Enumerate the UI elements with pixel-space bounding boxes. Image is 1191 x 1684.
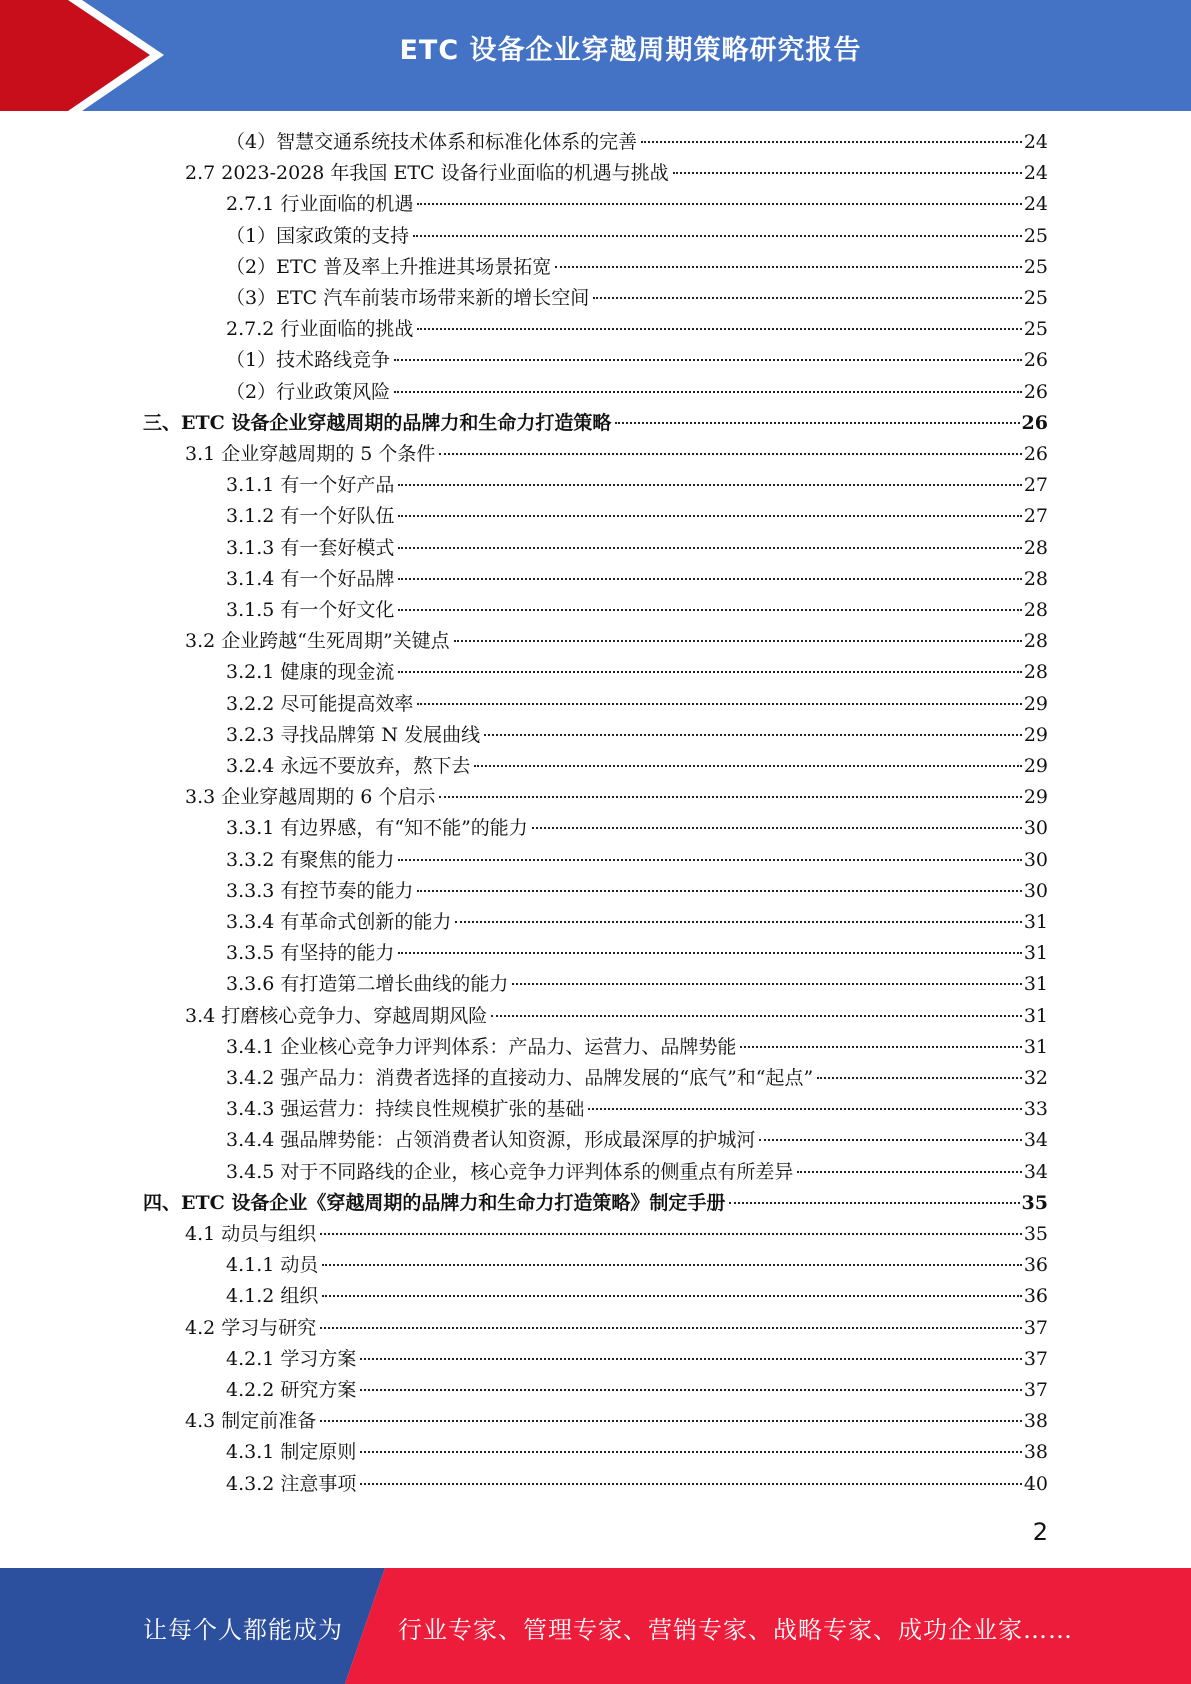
toc-dot-leader [394,359,1022,361]
toc-entry[interactable] [185,782,1048,813]
toc-dot-leader [532,827,1022,829]
toc-entry-page: 31 [1023,911,1048,933]
toc-dot-leader [394,391,1022,393]
toc-dot-leader [817,1077,1022,1079]
toc-entry-page: 36 [1023,1254,1048,1277]
toc-dot-leader [593,297,1022,299]
toc-entry-title: 2.7.1 行业面临的机遇 [226,193,414,216]
toc-dot-leader [322,1295,1021,1297]
toc-entry[interactable] [226,377,1048,408]
toc-entry-page: 32 [1023,1067,1048,1089]
toc-dot-leader [360,1483,1021,1485]
toc-dot-leader [360,1389,1021,1391]
toc-dot-leader [320,1327,1022,1329]
toc-entry-title: （1）国家政策的支持 [226,224,410,247]
toc-entry-title: （2）行业政策风险 [226,380,391,403]
toc-entry-title: 四、ETC 设备企业《穿越周期的品牌力和生命力打造策略》制定手册 [143,1191,726,1214]
toc-dot-leader [417,890,1021,892]
toc-entry-page: 25 [1023,255,1048,278]
toc-entry-page: 24 [1023,193,1048,216]
toc-entry-page: 26 [1023,380,1048,403]
toc-entry[interactable] [226,813,1048,844]
toc-entry[interactable] [185,1219,1048,1250]
toc-entry-page: 31 [1023,942,1048,965]
toc-entry-page: 30 [1023,879,1048,902]
toc-dot-leader [439,453,1021,455]
toc-dot-leader [320,1233,1022,1235]
toc-entry[interactable] [226,657,1048,688]
toc-entry-page: 38 [1023,1410,1048,1433]
toc-entry-title: 2.7.2 行业面临的挑战 [226,318,414,341]
toc-dot-leader [417,328,1021,330]
toc-entry-title: 3.1.4 有一个好品牌 [226,567,395,590]
header-arrow-decoration [0,0,170,111]
toc-entry[interactable] [226,938,1048,969]
toc-dot-leader [729,1202,1019,1204]
toc-entry-page: 36 [1023,1285,1048,1308]
toc-entry-title: （2）ETC 普及率上升推进其场景拓宽 [226,255,552,278]
toc-entry[interactable] [226,189,1048,220]
toc-entry-title: 4.2.2 研究方案 [226,1379,357,1401]
toc-entry[interactable] [226,283,1048,314]
toc-entry-title: 4.1.2 组织 [226,1285,319,1308]
toc-entry-title: 3.3.2 有聚焦的能力 [226,848,395,871]
toc-entry[interactable] [226,1375,1048,1406]
toc-entry-title: 4.1.1 动员 [226,1254,319,1277]
toc-entry-title: 4.3.1 制定原则 [226,1441,357,1464]
toc-entry-title: 3.4.2 强产品力：消费者选择的直接动力、品牌发展的“底气”和“起点” [226,1067,814,1089]
footer-slogan-left: 让每个人都能成为 [143,1616,343,1644]
toc-entry-title: （4）智慧交通系统技术体系和标准化体系的完善 [226,131,638,153]
toc-entry-page: 26 [1021,411,1048,434]
toc-dot-leader [615,422,1019,424]
toc-entry[interactable] [185,1001,1048,1032]
toc-entry[interactable] [226,1063,1048,1094]
toc-dot-leader [673,172,1022,174]
toc-entry-title: 3.1.1 有一个好产品 [226,474,395,497]
toc-entry-title: 4.1 动员与组织 [185,1223,317,1245]
toc-entry[interactable] [226,689,1048,720]
toc-entry-page: 28 [1023,599,1048,621]
toc-entry[interactable] [226,345,1048,376]
toc-entry-page: 40 [1023,1472,1048,1495]
toc-entry-title: 3.3.1 有边界感，有“知不能”的能力 [226,817,528,840]
toc-entry[interactable] [226,1094,1048,1125]
toc-entry[interactable] [226,907,1048,938]
toc-entry-title: 3.2.2 尽可能提高效率 [226,692,414,715]
toc-entry-page: 31 [1023,1035,1048,1058]
footer-slogan-right: 行业专家、管理专家、营销专家、战略专家、成功企业家…… [398,1616,1073,1644]
page-number: 2 [1032,1518,1048,1546]
toc-entry[interactable] [185,626,1048,657]
toc-entry-title: 3.2.4 永远不要放弃，熬下去 [226,755,471,777]
toc-dot-leader [360,1358,1021,1360]
toc-entry[interactable] [226,595,1048,626]
toc-entry-page: 28 [1023,630,1048,653]
toc-entry-title: 4.3.2 注意事项 [226,1472,357,1495]
toc-entry-page: 37 [1023,1316,1048,1339]
toc-entry[interactable] [226,252,1048,283]
toc-entry-title: 3.4 打磨核心竞争力、穿越周期风险 [185,1004,488,1027]
toc-entry-title: 4.2 学习与研究 [185,1316,317,1339]
toc-dot-leader [360,1451,1021,1453]
toc-entry-page: 29 [1023,692,1048,715]
toc-entry-title: 2.7 2023-2028 年我国 ETC 设备行业面临的机遇与挑战 [185,162,669,185]
toc-entry-title: 3.4.3 强运营力：持续良性规模扩张的基础 [226,1098,585,1121]
toc-dot-leader [454,640,1022,642]
toc-entry-title: （3）ETC 汽车前装市场带来新的增长空间 [226,287,590,309]
page-header [0,0,1191,111]
toc-entry-page: 30 [1023,817,1048,840]
toc-entry[interactable] [226,1157,1048,1188]
toc-entry-page: 25 [1023,287,1048,309]
toc-entry-title: 3.4.1 企业核心竞争力评判体系：产品力、运营力、品牌势能 [226,1035,737,1058]
toc-entry[interactable] [226,845,1048,876]
toc-entry-page: 33 [1023,1098,1048,1121]
toc-entry-title: 3.3.5 有坚持的能力 [226,942,395,965]
toc-entry[interactable] [226,876,1048,907]
toc-entry-page: 28 [1023,567,1048,590]
toc-entry-title: 3.4.5 对于不同路线的企业，核心竞争力评判体系的侧重点有所差异 [226,1160,794,1183]
toc-entry-page: 34 [1023,1129,1048,1152]
toc-entry-title: 3.4.4 强品牌势能：占领消费者认知资源，形成最深厚的护城河 [226,1129,756,1152]
toc-entry-title: 3.1.3 有一套好模式 [226,536,395,559]
toc-entry[interactable] [226,314,1048,345]
toc-entry-title: 3.3.3 有控节奏的能力 [226,879,414,902]
toc-dot-leader [320,1420,1022,1422]
toc-entry-page: 30 [1023,848,1048,871]
toc-dot-leader [512,983,1021,985]
toc-dot-leader [398,484,1021,486]
toc-dot-leader [398,547,1021,549]
toc-entry[interactable] [226,127,1048,158]
toc-entry-page: 24 [1023,131,1048,153]
toc-dot-leader [740,1046,1021,1048]
toc-dot-leader [555,266,1022,268]
toc-dot-leader [759,1139,1021,1141]
toc-entry-title: 3.3.6 有打造第二增长曲线的能力 [226,973,509,996]
toc-entry-page: 28 [1023,661,1048,684]
toc-dot-leader [455,921,1021,923]
toc-entry-title: 3.1 企业穿越周期的 5 个条件 [185,443,436,465]
toc-entry[interactable] [226,1281,1048,1312]
toc-dot-leader [398,952,1021,954]
toc-entry[interactable] [143,408,1048,439]
toc-dot-leader [322,1264,1021,1266]
toc-entry-page: 27 [1023,474,1048,497]
toc-entry[interactable] [185,1406,1048,1437]
toc-entry-page: 24 [1023,162,1048,185]
toc-entry-title: （1）技术路线竞争 [226,349,391,372]
toc-entry-page: 29 [1023,723,1048,746]
toc-entry-title: 4.2.1 学习方案 [226,1347,357,1370]
toc-entry-title: 3.2.1 健康的现金流 [226,661,395,684]
toc-entry-page: 26 [1023,443,1048,465]
toc-entry-page: 31 [1023,1004,1048,1027]
toc-entry-title: 3.3.4 有革命式创新的能力 [226,911,452,933]
toc-entry-page: 25 [1023,318,1048,341]
toc-dot-leader [398,671,1021,673]
toc-entry-page: 34 [1023,1160,1048,1183]
toc-dot-leader [398,859,1021,861]
toc-dot-leader [417,703,1021,705]
toc-entry-page: 28 [1023,536,1048,559]
toc-entry[interactable] [185,158,1048,189]
toc-entry[interactable] [226,1469,1048,1500]
toc-entry[interactable] [226,720,1048,751]
toc-entry-page: 29 [1023,755,1048,777]
toc-dot-leader [797,1171,1021,1173]
page-footer [0,1568,1191,1684]
toc-entry[interactable] [226,751,1048,782]
toc-entry[interactable] [226,1344,1048,1375]
toc-entry[interactable] [185,439,1048,470]
toc-entry[interactable] [226,501,1048,532]
toc-dot-leader [491,1015,1022,1017]
toc-entry-title: 3.3 企业穿越周期的 6 个启示 [185,786,436,809]
toc-entry[interactable] [185,1313,1048,1344]
toc-entry[interactable] [226,221,1048,252]
toc-entry[interactable] [143,1188,1048,1219]
toc-dot-leader [588,1108,1021,1110]
toc-entry-title: 3.2 企业跨越“生死周期”关键点 [185,630,450,653]
toc-entry-page: 37 [1023,1347,1048,1370]
toc-dot-leader [641,141,1022,143]
toc-entry[interactable] [226,564,1048,595]
toc-entry-page: 35 [1021,1191,1048,1214]
toc-dot-leader [398,578,1021,580]
toc-entry-title: 3.1.2 有一个好队伍 [226,505,395,528]
toc-entry-title: 三、ETC 设备企业穿越周期的品牌力和生命力打造策略 [143,411,612,434]
toc-entry[interactable] [226,1032,1048,1063]
toc-entry[interactable] [226,1250,1048,1281]
toc-dot-leader [398,609,1021,611]
toc-dot-leader [417,203,1021,205]
toc-entry-page: 37 [1023,1379,1048,1401]
toc-dot-leader [413,235,1022,237]
toc-entry-title: 3.2.3 寻找品牌第 N 发展曲线 [226,723,481,746]
toc-entry[interactable] [226,533,1048,564]
report-title: ETC 设备企业穿越周期策略研究报告 [399,35,862,66]
toc-entry-title: 4.3 制定前准备 [185,1410,317,1433]
toc-dot-leader [398,515,1021,517]
toc-entry[interactable] [226,969,1048,1000]
toc-dot-leader [474,765,1021,767]
toc-dot-leader [439,796,1021,798]
toc-entry-page: 35 [1023,1223,1048,1245]
toc-entry[interactable] [226,470,1048,501]
toc-entry-title: 3.1.5 有一个好文化 [226,599,395,621]
toc-entry-page: 27 [1023,505,1048,528]
toc-entry-page: 25 [1023,224,1048,247]
toc-entry-page: 26 [1023,349,1048,372]
toc-dot-leader [484,734,1022,736]
toc-entry-page: 38 [1023,1441,1048,1464]
toc-entry-page: 31 [1023,973,1048,996]
toc-entry[interactable] [226,1437,1048,1468]
toc-entry-page: 29 [1023,786,1048,809]
toc-entry[interactable] [226,1125,1048,1156]
